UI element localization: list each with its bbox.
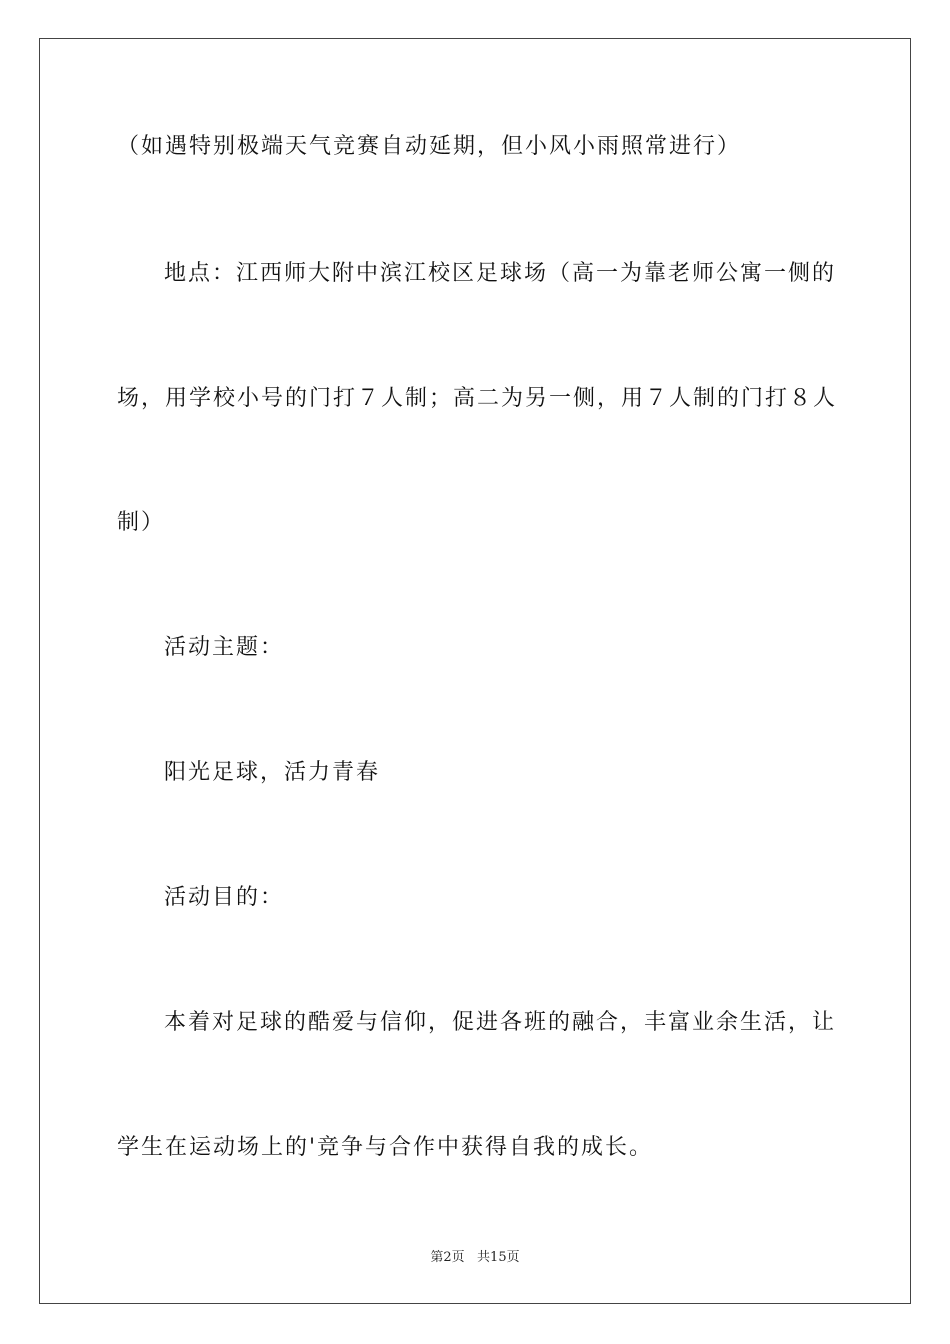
page-number-footer: 第2页 共15页	[430, 1250, 520, 1265]
paragraph-purpose-line-1: 本着对足球的酷爱与信仰，促进各班的融合，丰富业余生活，让	[164, 1010, 837, 1035]
paragraph-weather-note: （如遇特别极端天气竞赛自动延期，但小风小雨照常进行）	[117, 134, 742, 159]
heading-activity-purpose: 活动目的：	[164, 885, 285, 910]
page-border	[39, 38, 911, 1304]
paragraph-location-line-1: 地点：江西师大附中滨江校区足球场（高一为靠老师公寓一侧的	[164, 261, 837, 286]
heading-activity-theme: 活动主题：	[164, 635, 285, 660]
paragraph-activity-theme: 阳光足球，活力青春	[164, 760, 381, 785]
paragraph-purpose-line-2: 学生在运动场上的'竞争与合作中获得自我的成长。	[117, 1135, 654, 1160]
paragraph-location-line-3: 制）	[117, 510, 166, 535]
paragraph-location-line-2: 场，用学校小号的门打７人制；高二为另一侧，用７人制的门打８人	[117, 386, 838, 411]
